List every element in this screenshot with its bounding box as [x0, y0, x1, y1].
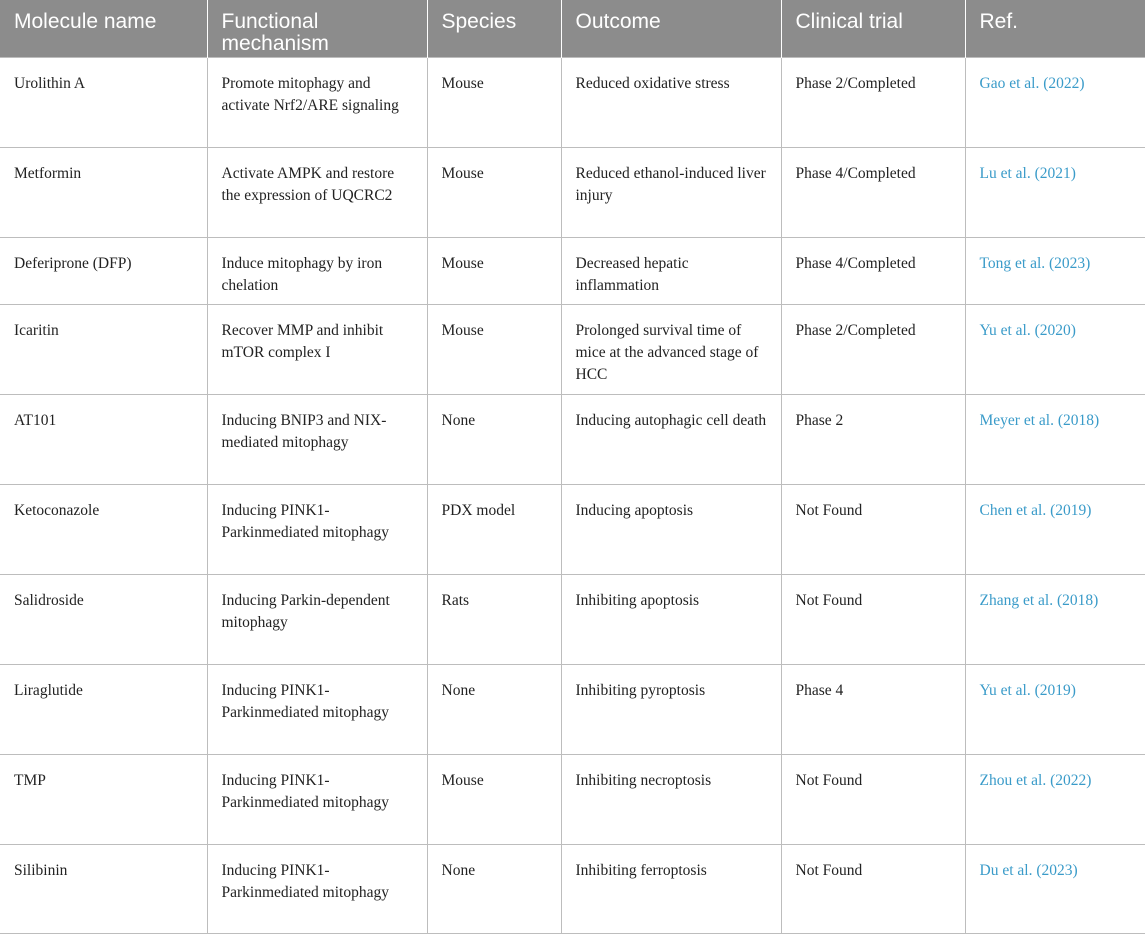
header-clinical-trial: Clinical trial	[781, 0, 965, 57]
cell-molecule: Ketoconazole	[0, 484, 207, 574]
cell-species: None	[427, 664, 561, 754]
table-row	[0, 754, 1145, 844]
cell-species: Mouse	[427, 304, 561, 394]
cell-trial: Phase 2/Completed	[781, 57, 965, 147]
cell-outcome: Inhibiting necroptosis	[561, 754, 781, 844]
cell-trial: Phase 2/Completed	[781, 304, 965, 394]
cell-ref-link[interactable]: Du et al. (2023)	[965, 844, 1145, 933]
cell-outcome: Decreased hepatic inflammation	[561, 237, 781, 304]
cell-outcome: Inhibiting apoptosis	[561, 574, 781, 664]
cell-ref-link[interactable]: Zhang et al. (2018)	[965, 574, 1145, 664]
cell-mechanism: Inducing PINK1-Parkinmediated mitophagy	[207, 664, 427, 754]
cell-species: None	[427, 844, 561, 933]
header-row	[0, 0, 1145, 57]
cell-trial: Phase 4/Completed	[781, 237, 965, 304]
cell-species: Mouse	[427, 237, 561, 304]
cell-species: PDX model	[427, 484, 561, 574]
cell-mechanism: Activate AMPK and restore the expression of UQCRC2	[207, 147, 427, 237]
cell-mechanism: Induce mitophagy by iron chelation	[207, 237, 427, 304]
cell-mechanism: Promote mitophagy and activate Nrf2/ARE signaling	[207, 57, 427, 147]
table-row	[0, 664, 1145, 754]
cell-mechanism: Inducing PINK1-Parkinmediated mitophagy	[207, 754, 427, 844]
cell-mechanism: Inducing PINK1-Parkinmediated mitophagy	[207, 484, 427, 574]
cell-molecule: Metformin	[0, 147, 207, 237]
table-row	[0, 574, 1145, 664]
cell-ref-link[interactable]: Gao et al. (2022)	[965, 57, 1145, 147]
header-outcome: Outcome	[561, 0, 781, 57]
cell-molecule: TMP	[0, 754, 207, 844]
cell-ref-link[interactable]: Meyer et al. (2018)	[965, 394, 1145, 484]
cell-ref-link[interactable]: Yu et al. (2020)	[965, 304, 1145, 394]
cell-molecule: AT101	[0, 394, 207, 484]
cell-ref-link[interactable]: Lu et al. (2021)	[965, 147, 1145, 237]
table-row	[0, 57, 1145, 147]
cell-ref-link[interactable]: Zhou et al. (2022)	[965, 754, 1145, 844]
cell-trial: Phase 4	[781, 664, 965, 754]
cell-molecule: Icaritin	[0, 304, 207, 394]
cell-mechanism: Inducing PINK1-Parkinmediated mitophagy	[207, 844, 427, 933]
table-row	[0, 304, 1145, 394]
header-functional-mechanism: Functional mechanism	[207, 0, 427, 57]
cell-ref-link[interactable]: Yu et al. (2019)	[965, 664, 1145, 754]
cell-outcome: Reduced ethanol-induced liver injury	[561, 147, 781, 237]
cell-molecule: Liraglutide	[0, 664, 207, 754]
cell-trial: Phase 2	[781, 394, 965, 484]
cell-trial: Not Found	[781, 754, 965, 844]
cell-species: Mouse	[427, 147, 561, 237]
cell-outcome: Prolonged survival time of mice at the advanced stage of HCC	[561, 304, 781, 394]
header-molecule-name: Molecule name	[0, 0, 207, 57]
cell-outcome: Inhibiting ferroptosis	[561, 844, 781, 933]
cell-outcome: Inducing autophagic cell death	[561, 394, 781, 484]
table-row	[0, 844, 1145, 933]
cell-species: Mouse	[427, 57, 561, 147]
table-row	[0, 484, 1145, 574]
cell-outcome: Inducing apoptosis	[561, 484, 781, 574]
cell-ref-link[interactable]: Tong et al. (2023)	[965, 237, 1145, 304]
cell-molecule: Deferiprone (DFP)	[0, 237, 207, 304]
header-species: Species	[427, 0, 561, 57]
cell-species: Rats	[427, 574, 561, 664]
cell-trial: Not Found	[781, 574, 965, 664]
table-row	[0, 237, 1145, 304]
cell-outcome: Reduced oxidative stress	[561, 57, 781, 147]
cell-outcome: Inhibiting pyroptosis	[561, 664, 781, 754]
table-row	[0, 147, 1145, 237]
cell-molecule: Salidroside	[0, 574, 207, 664]
cell-molecule: Silibinin	[0, 844, 207, 933]
cell-species: None	[427, 394, 561, 484]
cell-mechanism: Recover MMP and inhibit mTOR complex I	[207, 304, 427, 394]
cell-species: Mouse	[427, 754, 561, 844]
cell-mechanism: Inducing BNIP3 and NIX-mediated mitophagy	[207, 394, 427, 484]
cell-mechanism: Inducing Parkin-dependent mitophagy	[207, 574, 427, 664]
cell-trial: Phase 4/Completed	[781, 147, 965, 237]
cell-molecule: Urolithin A	[0, 57, 207, 147]
cell-ref-link[interactable]: Chen et al. (2019)	[965, 484, 1145, 574]
cell-trial: Not Found	[781, 484, 965, 574]
table-row	[0, 394, 1145, 484]
cell-trial: Not Found	[781, 844, 965, 933]
header-ref: Ref.	[965, 0, 1145, 57]
